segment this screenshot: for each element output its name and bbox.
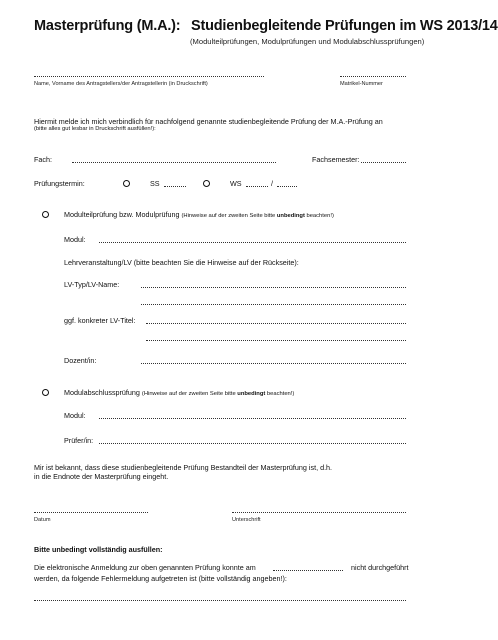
pruefer-label: Prüfer/in: — [64, 436, 94, 445]
intro-text: Hiermit melde ich mich verbindlich für nachfolgend genannte studienbegleitende Prüfung der M.A.-Prüfung an — [34, 117, 383, 126]
pruefer-field[interactable] — [99, 443, 406, 444]
modulpruefung-radio[interactable] — [42, 211, 49, 218]
modul-field[interactable] — [99, 242, 406, 243]
error-message-field[interactable] — [34, 600, 406, 601]
name-caption: Name, Vorname des Antragstellers/der Antragstellerin (in Druckschrift) — [34, 81, 208, 87]
page-subtitle: (Modulteilprüfungen, Modulprüfungen und Modulabschlussprüfungen) — [190, 37, 425, 46]
ws-label: WS — [230, 179, 242, 188]
error-line1-suffix: nicht durchgeführt — [351, 563, 409, 572]
fach-field[interactable] — [72, 162, 276, 163]
pruefungstermin-label: Prüfungstermin: — [34, 179, 85, 188]
fachsemester-label: Fachsemester: — [312, 155, 360, 164]
name-field[interactable] — [34, 76, 264, 77]
ws-radio[interactable] — [203, 180, 210, 187]
ss-radio[interactable] — [123, 180, 130, 187]
unterschrift-field[interactable] — [232, 512, 406, 513]
error-date-field[interactable] — [273, 570, 343, 571]
modulpruefung-option-text: Modulteilprüfung bzw. Modulprüfung — [64, 210, 180, 219]
acknowledgement-line1: Mir ist bekannt, dass diese studienbegleitende Prüfung Bestandteil der Masterprüfung ist, d.h. — [34, 463, 333, 472]
lehrveranstaltung-label: Lehrveranstaltung/LV (bitte beachten Sie die Hinweise auf der Rückseite): — [64, 258, 299, 267]
dozent-field[interactable] — [141, 363, 406, 364]
lv-typ-field-2[interactable] — [141, 304, 406, 305]
lv-titel-label: ggf. konkreter LV-Titel: — [64, 316, 136, 325]
datum-field[interactable] — [34, 512, 148, 513]
abschluss-modul-label: Modul: — [64, 411, 86, 420]
lv-typ-field-1[interactable] — [141, 287, 406, 288]
page-title-right: Studienbegleitende Prüfungen im WS 2013/14 — [191, 18, 498, 34]
lv-typ-label: LV-Typ/LV-Name: — [64, 280, 120, 289]
datum-caption: Datum — [34, 517, 51, 523]
ws-year-field-1[interactable] — [246, 186, 268, 187]
ss-label: SS — [150, 179, 160, 188]
error-line1-prefix: Die elektronische Anmeldung zur oben genannten Prüfung konnte am — [34, 563, 256, 572]
acknowledgement-line2: in die Endnote der Masterprüfung eingeht. — [34, 472, 169, 481]
dozent-label: Dozent/in: — [64, 356, 97, 365]
modulpruefung-label — [64, 210, 334, 219]
lv-titel-field-1[interactable] — [146, 323, 406, 324]
fach-label: Fach: — [34, 155, 52, 164]
modulabschluss-radio[interactable] — [42, 389, 49, 396]
modul-label: Modul: — [64, 235, 86, 244]
ws-slash: / — [271, 179, 273, 188]
modulabschluss-hint: (Hinweise auf der zweiten Seite bitte unbedingt beachten!) — [141, 391, 295, 397]
ss-year-field[interactable] — [164, 186, 186, 187]
ws-year-field-2[interactable] — [277, 186, 297, 187]
page-title-left: Masterprüfung (M.A.): — [34, 18, 181, 34]
abschluss-modul-field[interactable] — [99, 418, 406, 419]
matrikel-caption: Matrikel-Nummer — [340, 81, 383, 87]
error-heading: Bitte unbedingt vollständig ausfüllen: — [34, 545, 163, 554]
fachsemester-field[interactable] — [361, 162, 406, 163]
unterschrift-caption: Unterschrift — [232, 517, 261, 523]
intro-note: (bitte alles gut lesbar in Druckschrift ausfüllen!): — [34, 126, 156, 132]
modulpruefung-hint: (Hinweise auf der zweiten Seite bitte unbedingt beachten!) — [181, 213, 334, 219]
lv-titel-field-2[interactable] — [146, 340, 406, 341]
error-line2: werden, da folgende Fehlermeldung aufgetreten ist (bitte vollständig angeben!): — [34, 574, 287, 583]
modulabschluss-label — [64, 388, 294, 397]
modulabschluss-option-text: Modulabschlussprüfung — [64, 388, 140, 397]
matrikel-field[interactable] — [340, 76, 406, 77]
